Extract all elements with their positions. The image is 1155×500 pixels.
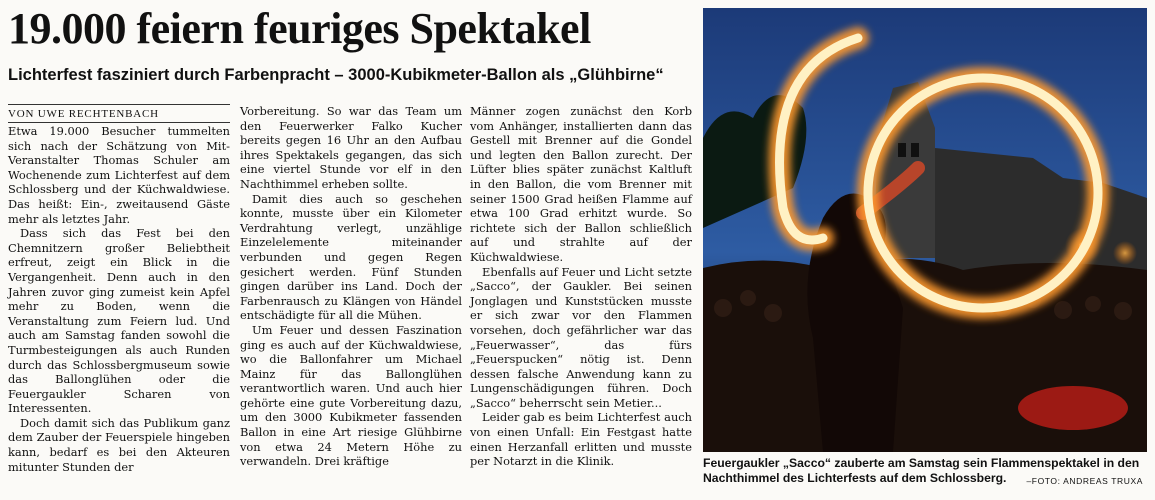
paragraph: Leider gab es beim Lichterfest auch von einen Unfall: Ein Festgast hatte einen Herzanfall erlitten und musste per Notarzt in die Klinik.: [470, 410, 692, 469]
fire-juggler-photo: [703, 8, 1147, 452]
article-column-1: [8, 124, 230, 474]
paragraph: Etwa 19.000 Besucher tummelten sich nach der Schätzung von Mit-Veranstalter Thomas Schuler am Wochenende zum Lichterfest auf dem Schlossberg und der Küchwaldwiese. Das heißt: Ein-, zweitausend Gäste mehr als letztes Jahr.: [8, 124, 230, 226]
photo-credit: –FOTO: ANDREAS TRUXA: [1026, 476, 1143, 486]
paragraph: Um Feuer und dessen Faszination ging es auch auf der Küchwaldwiese, wo die Ballonfahrer um Michael Mainz für das Ballonglühen verantwortlich waren. Und auch hier gehörte eine gute Vorbereitung dazu, um den 3000 Kubikmeter fassenden Ballon in eine Art riesige Glühbirne von etwa 24 Metern Höhe zu verwandeln. Drei kräftige: [240, 322, 462, 469]
photo-illustration: [703, 8, 1147, 452]
article-column-2: [240, 104, 462, 469]
paragraph: Doch damit sich das Publikum ganz dem Zauber der Feuerspiele hingeben kann, bedarf es bei den Akteuren mitunter Stunden der: [8, 415, 230, 474]
paragraph: Ebenfalls auf Feuer und Licht setzte „Sacco“, der Gaukler. Bei seinen Jonglagen und Kunststücken musste er sich zwar vor den Flammen vorsehen, doch gefährlicher war das „Feuerwasser“, das fürs „Feuerspucken“ nötig ist. Denn dessen falsche Anwendung kann zu Lungenschädigungen führen. Doch „Sacco“ beherrscht sein Metier...: [470, 264, 692, 410]
paragraph: Vorbereitung. So war das Team um den Feuerwerker Falko Kucher bereits gegen 16 Uhr an den Aufbau ihres Spektakels gegangen, das sich eine viertel Stunde vor elf in den Nachthimmel erheben sollte.: [240, 104, 462, 191]
paragraph: Dass sich das Fest bei den Chemnitzern großer Beliebtheit erfreut, zeigt ein Blick in die Vergangenheit. Denn auch in den Jahren zuvor ging zumeist kein Apfel mehr zu Boden, wenn die Veranstaltung zum Feiern lud. Und auch am Samstag fanden sowohl die Turmbesteigungen als auch Runden durch das Schlossbergmuseum sowie das Ballonglühen oder die Feuergaukler Scharen von Interessenten.: [8, 226, 230, 416]
byline: VON UWE RECHTENBACH: [8, 104, 230, 123]
subheadline: Lichterfest fasziniert durch Farbenpracht – 3000-Kubikmeter-Ballon als „Glühbirne“: [8, 66, 664, 84]
photo-caption: Feuergaukler „Sacco“ zauberte am Samstag sein Flammenspektakel in den Nachthimmel des Lichterfests auf dem Schlossberg.: [703, 456, 1140, 485]
paragraph: Männer zogen zunächst den Korb vom Anhänger, installierten dann das Gestell mit Brenner auf die Gondel und legten den Ballon zurecht. Der Lüfter blies später zunächst Kaltluft in den Ballon, die vom Brenner mit seiner 1500 Grad heißen Flamme auf etwa 100 Grad erhitzt wurde. So richtete sich der Ballon schließlich auf und strahlte auf der Küchwaldwiese.: [470, 104, 692, 264]
headline: 19.000 feiern feuriges Spektakel: [8, 4, 591, 53]
paragraph: Damit dies auch so geschehen konnte, musste über ein Kilometer Verdrahtung verlegt, unzählige Einzelelemente miteinander verbunden und gegen Regen gesichert werden. Fünf Stunden gingen darüber ins Land. Doch der Farbenrausch zu Klängen von Händel entschädigte für all die Mühen.: [240, 191, 462, 323]
article-column-3: [470, 104, 692, 469]
